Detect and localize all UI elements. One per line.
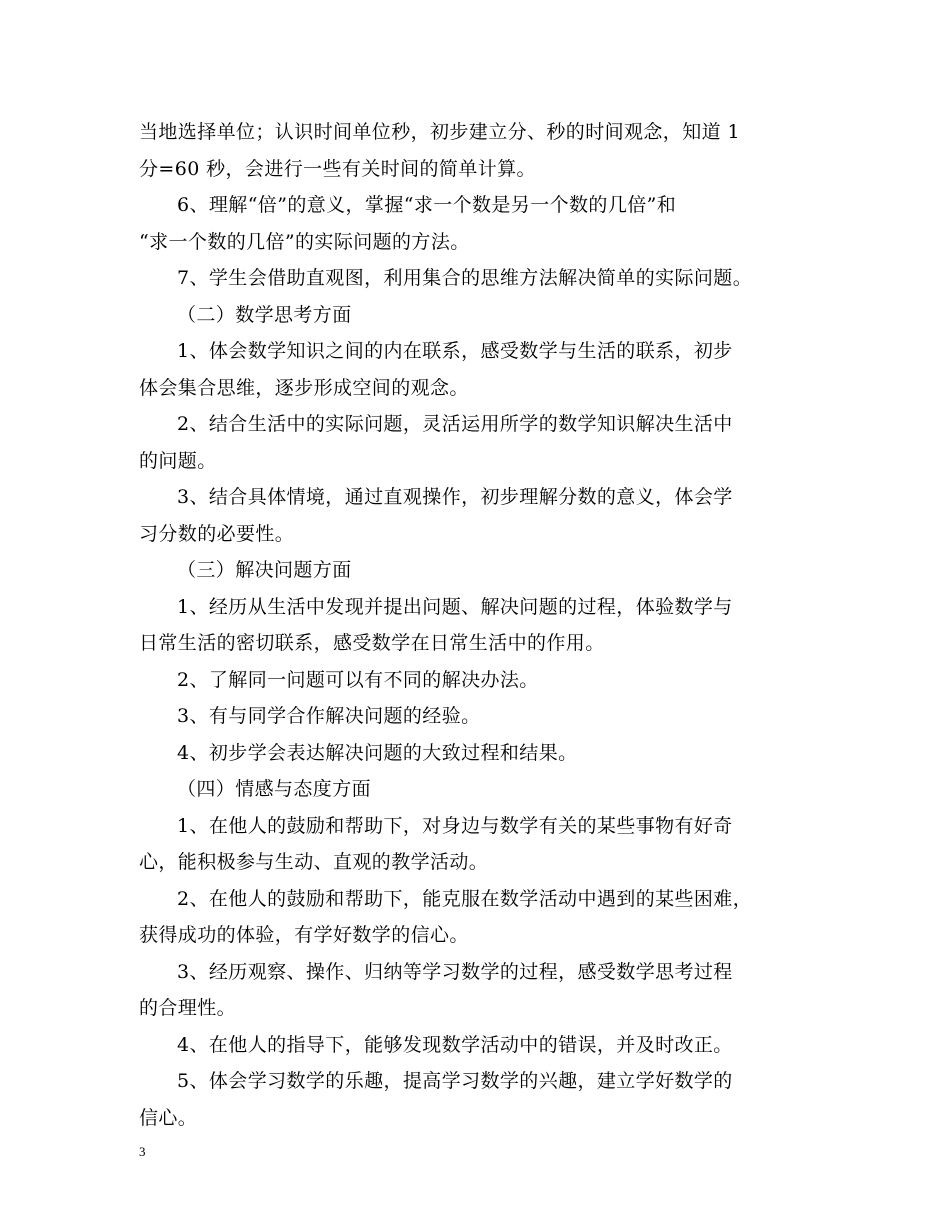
text-line: 当地选择单位；认识时间单位秒，初步建立分、秒的时间观念，知道 1 <box>139 121 740 143</box>
text-line: 2、结合生活中的实际问题，灵活运用所学的数学知识解决生活中 <box>177 413 733 435</box>
text-line: “求一个数的几倍”的实际问题的方法。 <box>139 230 470 253</box>
text-line: 的问题。 <box>139 449 217 472</box>
text-line: 1、在他人的鼓励和帮助下，对身边与数学有关的某些事物有好奇 <box>177 814 733 837</box>
text-line: 的合理性。 <box>139 997 237 1019</box>
text-line: 4、初步学会表达解决问题的大致过程和结果。 <box>177 741 578 764</box>
text-line: 获得成功的体验，有学好数学的信心。 <box>139 924 469 946</box>
text-line: 6、理解“倍”的意义，掌握“求一个数是另一个数的几倍”和 <box>177 194 677 216</box>
text-line: 体会集合思维，逐步形成空间的观念。 <box>139 376 469 399</box>
document-body <box>139 114 819 1136</box>
text-line: 7、学生会借助直观图，利用集合的思维方法解决简单的实际问题。 <box>177 267 753 289</box>
text-line: 3、有与同学合作解决问题的经验。 <box>177 705 481 727</box>
text-line: 习分数的必要性。 <box>139 522 295 545</box>
text-line: 分=60 秒，会进行一些有关时间的简单计算。 <box>139 157 536 180</box>
text-line: 1、体会数学知识之间的内在联系，感受数学与生活的联系，初步 <box>177 340 733 362</box>
text-line: 日常生活的密切联系，感受数学在日常生活中的作用。 <box>139 632 605 654</box>
section-heading: （四）情感与态度方面 <box>177 778 372 800</box>
text-line: 2、在他人的鼓励和帮助下，能克服在数学活动中遇到的某些困难， <box>177 887 753 910</box>
text-line: 2、了解同一问题可以有不同的解决办法。 <box>177 668 539 691</box>
section-heading: （二）数学思考方面 <box>177 303 352 326</box>
text-line: 1、经历从生活中发现并提出问题、解决问题的过程，体验数学与 <box>177 595 733 618</box>
text-line: 5、体会学习数学的乐趣，提高学习数学的兴趣，建立学好数学的 <box>177 1070 733 1092</box>
section-heading: （三）解决问题方面 <box>177 559 352 581</box>
page-number: 3 <box>139 1144 146 1159</box>
text-line: 3、经历观察、操作、归纳等学习数学的过程，感受数学思考过程 <box>177 960 733 983</box>
text-line: 心，能积极参与生动、直观的教学活动。 <box>139 851 489 873</box>
text-line: 信心。 <box>139 1106 198 1129</box>
text-line: 4、在他人的指导下，能够发现数学活动中的错误，并及时改正。 <box>177 1033 733 1056</box>
text-line: 3、结合具体情境，通过直观操作，初步理解分数的意义，体会学 <box>177 486 733 508</box>
